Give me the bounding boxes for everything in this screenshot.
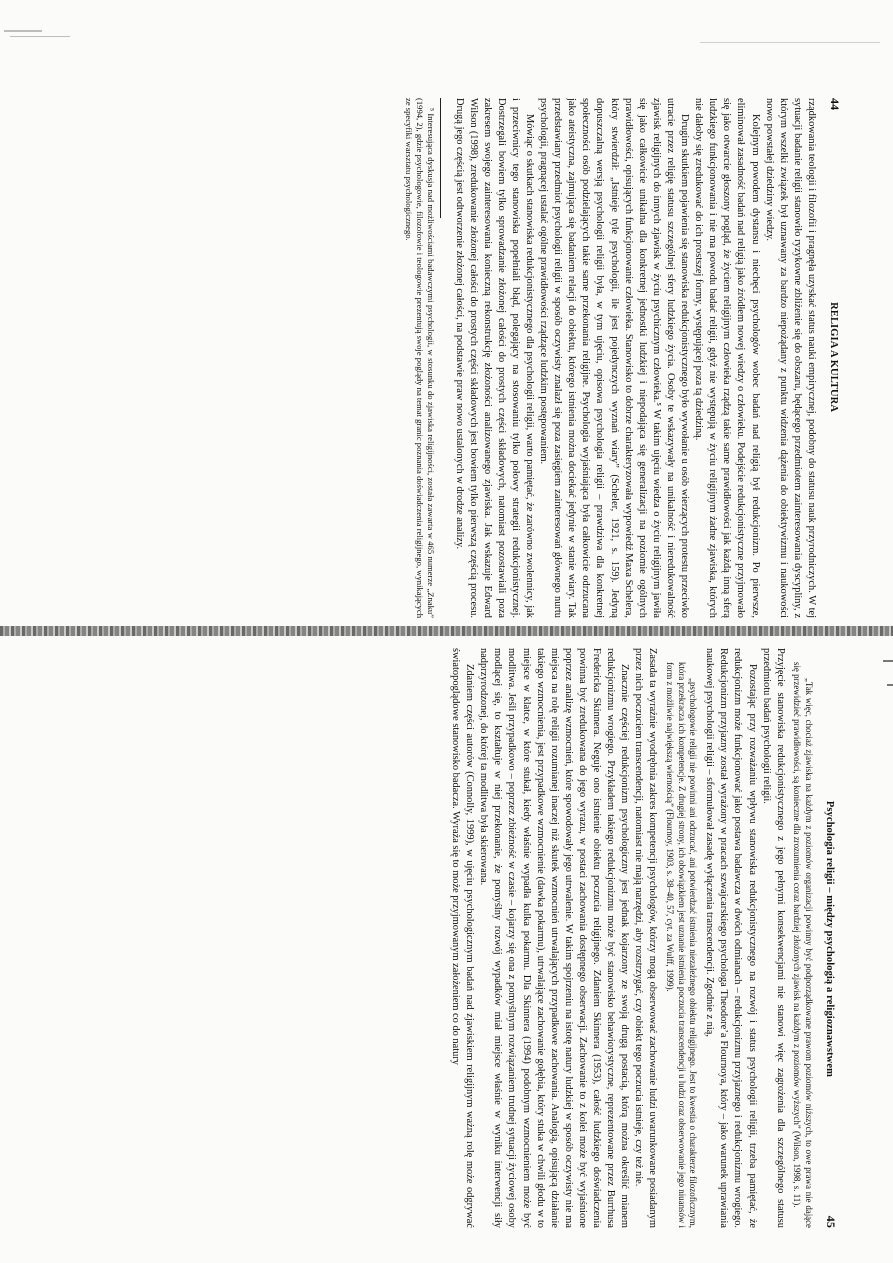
right-page-number: 45 bbox=[824, 1215, 838, 1228]
paragraph: Mówiąc o skutkach stanowiska redukcjonistycznego dla psychologii religii, warto pamiętać, że zarówno zwolennicy, jak i przeciwnicy tego stanowiska popełniali błąd, polegający na stosowaniu tylko połowy strategii redukcjonistycznej. Dostrzegali bowiem tylko sprowadzanie złożonej całości do prostych części składowych, natomiast pozostawiali poza zakresem swojego zainteresowania konieczną rekonstrukcję złożoności analizowanego zjawiska. Jak wskazuje Edward Wilson (1998), zredukowanie złożonej całości do prostych części składowych jest bowiem tylko pierwszą częścią procesu. Drugą jego częścią jest odtworzenie złożonej całości, na podstawie praw nowo ustalonych w drodze analizy. bbox=[453, 98, 536, 618]
scan-artifact bbox=[883, 660, 893, 662]
scan-top-edge bbox=[0, 0, 893, 48]
paragraph: Znacznie częściej redukcjonizm psychologiczny jest jednak kojarzony ze swoją drugą postacią, którą można określić mianem redukcjonizmu wrogiego. Przykładem takiego redukcjonizmu może być stanowisko behawiorystyczne, reprezentowane przez Burrhusa Fredericka Skinnera. Neguje ono istnienie obiektu poczucia religijnego. Zdaniem Skinnera (1953), całość ludzkiego doświadczenia powinna być zredukowana do jego wyrazu, w postaci zachowania dostępnego obserwacji. Zachowanie to z kolei może być wyjaśnione poprzez analizę wzmocnień, które spowodowały jego utrwalenie. W takim spojrzeniu na istotę natury ludzkiej w sposób oczywisty nie ma miejsca na rolę religii rozumianej inaczej niż skutek wzmocnień utrwalających przypadkowe zachowania. Analogią, opisującą działanie takiego wzmocnienia, jest przypadkowe wzmocnienie (dawka pokarmu), utrwalające zachowanie gołębia, który stuka w chwili głodu w to miejsce w klatce, w które stukał, kiedy właśnie wypadła kulka pokarmu. Dla Skinnera (1994) podobnym wzmocnieniem może być modlitwa. Jeśli przypadkowo – poprzez zbieżność w czasie – kojarzy się ona z pomyślnym rozwiązaniem trudnej sytuacji życiowej osoby modlącej się, to kształtuje w niej przekonanie, że pomyślny rozwój wypadków miał miejsce właśnie w wyniku interwencji siły nadprzyrodzonej, do której ta modlitwa była skierowana. bbox=[478, 648, 631, 1228]
book-gutter bbox=[0, 626, 893, 636]
scan-right-edge bbox=[879, 640, 893, 1260]
scan-artifact bbox=[700, 42, 880, 43]
footnote: ⁵ Interesująca dyskusja nad możliwościami badawczymi psychologii, w stosunku do zjawiska religijności, została zawarta w 465 numerze „Znaku” (1994, 2), gdzie psychologowie, filozofowie i teologowie prezentują swoje poglądy na temat granic poznania doświadczenia religijnego, wynikających ze specyfiki warsztatu psychologicznego. bbox=[404, 98, 437, 618]
right-page-text bbox=[448, 648, 838, 1228]
footnote-rule bbox=[440, 98, 441, 218]
left-page-text bbox=[403, 98, 842, 618]
paragraph: Przyjęcie stanowiska redukcjonistycznego z jego pełnymi konsekwencjami nie stanowi więc zagrożenia dla szczególnego statusu przedmiotu badań psychologii religii. bbox=[760, 648, 786, 1228]
paragraph: Zasada ta wyraźnie wyodrębnia zakres kompetencji psychologów, którzy mogą obserwować zachowanie ludzi uwarunkowane posiadanym przez nich poczuciem transcendencji, natomiast nie mają narzędzi, aby rozstrzygać, czy obiekt tego poczucia istnieje, czy też nie. bbox=[633, 648, 659, 1228]
scan-artifact bbox=[4, 30, 42, 32]
paragraph: Drugim skutkiem pojawienia się stanowiska redukcjonistycznego było wywołanie u osób wierzących protestu przeciwko utracie przez religię statusu szczególnej sfery ludzkiego życia. Osoby te wskazywały na unikalność i nieredukowalność zjawisk religijnych do innych zjawisk w życiu psychicznym człowieka.⁵ W takim ujęciu wiedza o życiu religijnym jawiła się jako całkowicie unikalna dla konkretnej jednostki ludzkiej i niepodająca się generalizacji na poziomie ogólnych prawidłowości, opisujących funkcjonowanie człowieka. Stanowisko to dobrze charakteryzowała wypowiedź Maxa Schelera, który stwierdził: „Istnieje tyle psychologii, ile jest pojedynczych wyznań wiary” (Scheler, 1921, s. 159). Jedyną dopuszczalną wersją psychologii religii była, w tym ujęciu, opisowa psychologia religii – prawdziwa dla konkretnej społeczności osób podzielających takie same przekonania religijne. Psychologia wyjaśniająca była całkowicie odrzucana jako ateistyczna, zajmująca się badaniem relacji do obiektu, którego istnienia można dociekać jedynie w stanie wiary. Tak przedstawiany przedmiot psychologii religii w sposób oczywisty znalazł się poza zasięgiem zainteresowań głównego nurtu psychologii, pragnącej ustalać ogólne prawidłowości rządzące ludzkim postępowaniem. bbox=[538, 98, 691, 618]
right-running-head-title: Psychologia religii – między psychologią a religioznawstwem bbox=[824, 800, 835, 1077]
paragraph: Pozostając przy rozważaniu wpływu stanowiska redukcjonistycznego na rozwój i status psychologii religii, trzeba pamiętać, że redukcjonizm może funkcjonować jako postawa badawcza w dwóch odmianach – redukcjonizmu przyjaznego i redukcjonizmu wrogiego. Redukcjonizm przyjazny został wyrażony w pracach szwajcarskiego psychologa Theodore’a Flournoya, który – jako warunek uprawiania naukowej psychologii religii – sformułował zasadę wyłączenia transcendencji. Zgodnie z nią, bbox=[704, 648, 758, 1228]
scan-artifact bbox=[887, 684, 893, 686]
paragraph: rządkowania teologii i filozofii i pragnęła uzyskać status nauki empirycznej, podobny do statusu nauk przyrodniczych. W tej sytuacji badanie religii stanowiło ryzykowne zbliżenie się do obszaru, będącego przedmiotem zainteresowania dyscypliny, z którym wszelki związek był uznawany za bardzo niepożądany z punktu widzenia dążenia do obiektywizmu i naukowości nowo powstałej dziedziny wiedzy. bbox=[763, 98, 817, 618]
left-running-head bbox=[826, 98, 842, 618]
left-running-head-title: RELIGIA A KULTURA bbox=[828, 302, 839, 413]
right-page bbox=[78, 648, 838, 1228]
block-quote: „Tak więc, chociaż zjawiska na każdym z poziomów organizacji powinny być podporządkowane prawom poziomów niższych, to owe prawa nie dające się przewidzieć prawidłowości, są konieczne dla zrozumienia coraz bardziej złożonych zjawisk na każdym z poziomów wyższych” (Wilson, 1998, s. 11). bbox=[792, 662, 814, 1228]
left-page-number: 44 bbox=[828, 98, 842, 111]
paragraph: Kolejnym powodem dystansu i niechęci psychologów wobec badań nad religią był redukcjonizm. Po pierwsze, eliminował zasadność badań nad religią jako źródłem nowej wiedzy o człowieku. Podejście redukcjonistyczne przyjmowało się jako otwarcie głoszony pogląd, że życiem religijnym człowieka rządzą takie same prawidłowości jak każdą inną sferą ludzkiego funkcjonowania i nie ma powodu badać religii, gdyż nie występują w życiu religijnym żadne zjawiska, których nie dałoby się zredukować do ich prostszej formy, występującej poza tą dziedziną. bbox=[693, 98, 761, 618]
block-quote: „psychologowie religii nie powinni ani odrzucać, ani potwierdzać istnienia niezależnego obiektu religijnego. Jest to kwestia o charakterze filozoficznym, która przekracza ich kompetencje. Z drugiej strony, ich obowiązkiem jest uznanie istnienia poczucia transcendencji u ludzi oraz obserwowanie jego niuansów i form z możliwie największą wiernością” (Flournoy, 1903, s. 38–40, 57, cyt. za Wulff, 1999). bbox=[664, 662, 699, 1228]
scan-artifact bbox=[10, 36, 70, 37]
right-running-head bbox=[822, 648, 838, 1228]
left-page bbox=[142, 98, 842, 618]
paragraph: Zdaniem części autorów (Connolly, 1999), w ujęciu psychologicznym badań nad zjawiskiem religijnym ważną rolę może odgrywać światopoglądowe stanowisko badacza. Wyraża się to może przyjmowanym założeniem co do natury bbox=[450, 648, 476, 1228]
